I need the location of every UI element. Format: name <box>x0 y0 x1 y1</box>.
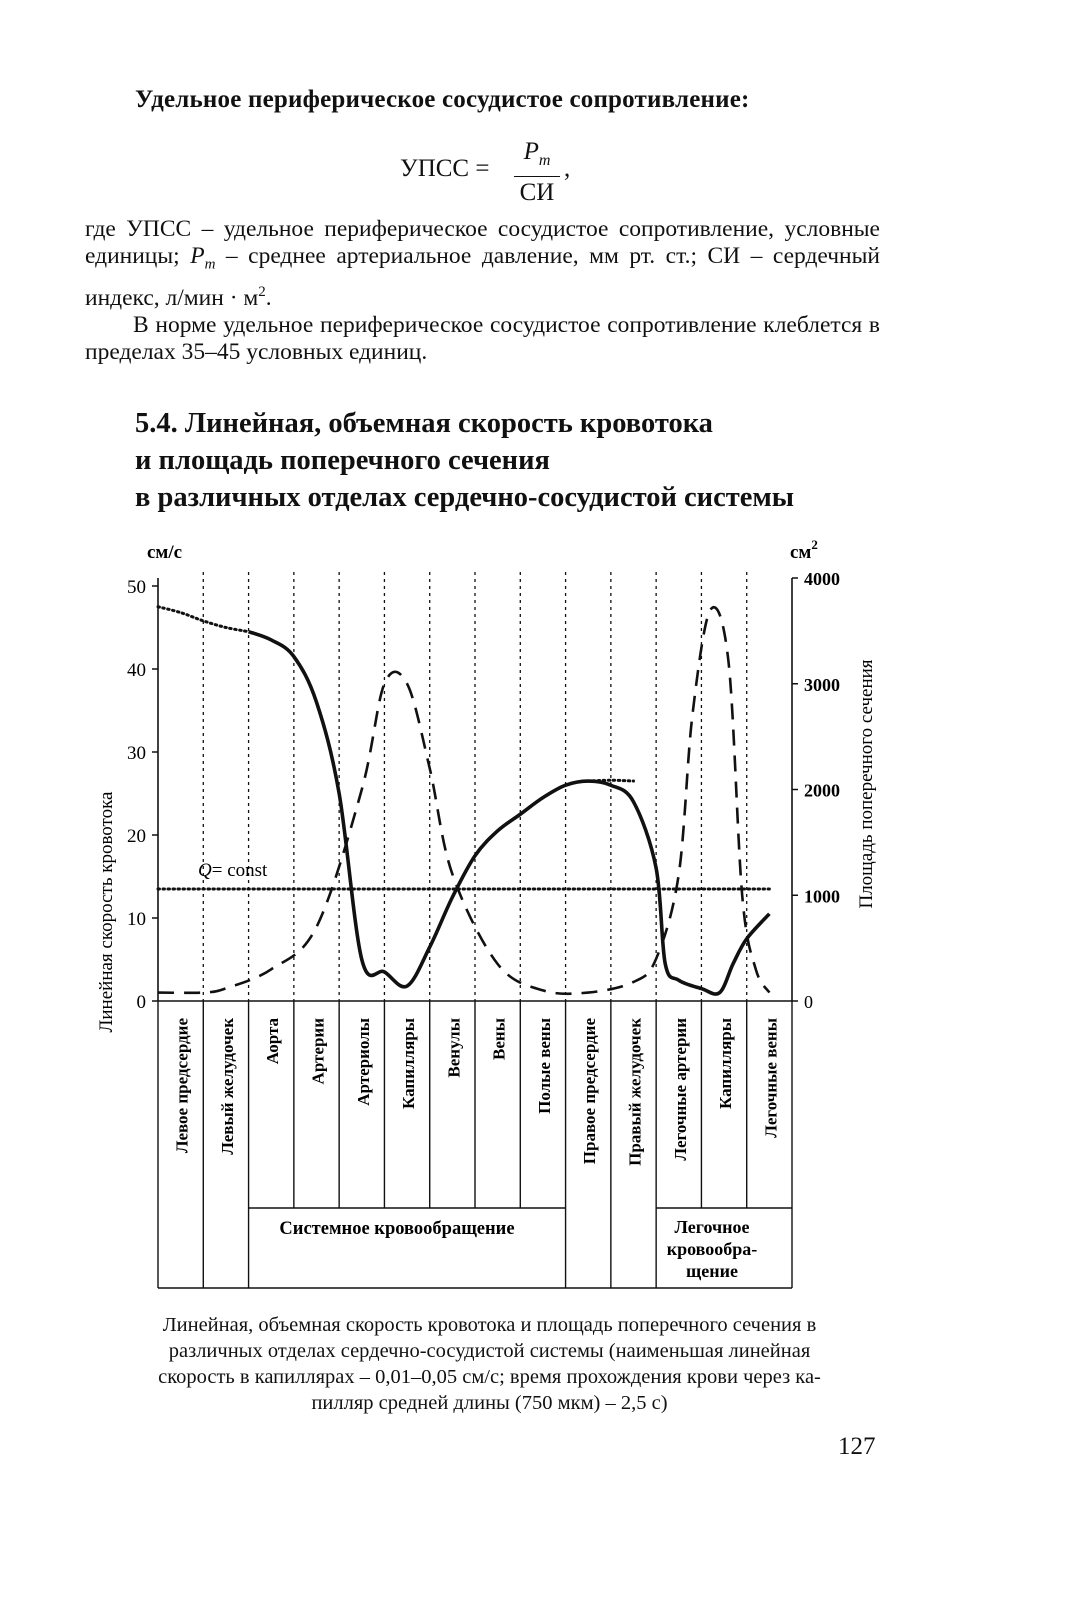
dashed-area-curve <box>158 607 769 994</box>
section-heading <box>135 405 794 516</box>
pulmonary-label-1: Легочное <box>674 1217 750 1237</box>
fraction-bar <box>514 176 560 177</box>
formula-numerator: P <box>523 138 539 165</box>
definition-block <box>85 216 880 366</box>
category-label: Легочные вены <box>761 1018 781 1138</box>
page-number: 127 <box>838 1433 876 1460</box>
left-axis-title-text: Линейная скорость кровотока <box>96 791 117 1033</box>
formula-comma: , <box>564 155 571 182</box>
right-axis-ticks <box>792 569 840 1012</box>
section-line-1: 5.4. Линейная, объемная скорость кровотока <box>135 408 713 439</box>
formula-upss <box>400 138 620 208</box>
definition-sup: 2 <box>258 283 266 300</box>
heading-upss: Удельное периферическое сосудистое сопротивление: <box>135 86 750 113</box>
figure-caption <box>92 1312 887 1416</box>
category-label: Правое предсердие <box>580 1018 600 1165</box>
category-label: Легочные артерии <box>670 1018 690 1161</box>
right-axis-unit: $см^2$ <box>790 537 818 563</box>
caption-line-2: различных отделах сердечно-сосудистой системы (наименьшая линейная <box>168 1340 811 1362</box>
category-label: Аорта <box>263 1018 283 1065</box>
definition-paragraph <box>85 216 880 312</box>
category-label: Левое предсердие <box>172 1018 192 1154</box>
left-tick-label: 30 <box>127 743 146 764</box>
category-label: Капилляры <box>399 1018 419 1109</box>
formula-lhs: УПСС = <box>400 155 490 182</box>
category-label: Артерии <box>308 1018 328 1085</box>
left-tick-label: 20 <box>127 826 146 847</box>
right-axis-title: Площадь поперечного сечения <box>856 659 877 909</box>
dotted-curve-2 <box>588 780 633 781</box>
right-tick-label: 2000 <box>804 780 840 801</box>
dotted-curve-1 <box>158 607 249 632</box>
systemic-circulation-label: Системное кровообращение <box>279 1219 515 1239</box>
blood-flow-chart <box>0 520 1069 1300</box>
category-label: Артериолы <box>353 1018 373 1106</box>
formula-numerator-sub: m <box>538 152 551 169</box>
category-label: Венулы <box>444 1018 464 1078</box>
definition-text-a: где УПСС – удельное периферическое сосудистое сопротивление, условные единицы; <box>85 216 880 269</box>
category-label: Правый желудочек <box>625 1018 645 1166</box>
category-labels <box>173 1018 781 1166</box>
caption-line-4: пилляр средней длины (750 мкм) – 2,5 с) <box>311 1392 668 1414</box>
category-label: Вены <box>489 1018 509 1060</box>
norm-paragraph: В норме удельное периферическое сосудистое сопротивление клеблется в пределах 35–45 условных единиц. <box>85 311 880 365</box>
left-tick-label: 40 <box>127 660 146 681</box>
solid-velocity-curve <box>249 632 770 994</box>
left-tick-label: 10 <box>127 909 146 930</box>
caption-line-3: скорость в капиллярах – 0,01–0,05 см/с; время прохождения крови через ка- <box>158 1366 821 1388</box>
pulmonary-label-3: щение <box>686 1261 738 1281</box>
right-tick-label: 0 <box>804 992 813 1012</box>
definition-text-b: – среднее артериальное давление, мм рт. ст.; СИ – сердечный индекс, л/мин · м <box>85 243 881 311</box>
right-tick-label: 3000 <box>804 674 840 695</box>
section-line-3: в различных отделах сердечно-сосудистой системы <box>135 482 795 513</box>
right-tick-label: 4000 <box>804 569 840 589</box>
left-tick-label: 0 <box>136 992 146 1013</box>
chart-curves <box>158 607 769 994</box>
category-label: Левый желудочек <box>217 1018 237 1155</box>
pm-symbol: $P_m$ <box>190 243 216 273</box>
caption-line-1: Линейная, объемная скорость кровотока и площадь поперечного сечения в <box>162 1314 817 1336</box>
q-const-label: Q= const <box>198 860 268 881</box>
category-label: Капилляры <box>716 1018 736 1109</box>
left-tick-label: 50 <box>127 577 146 598</box>
pulmonary-label-2: кровообра- <box>666 1239 758 1259</box>
section-line-2: и площадь поперечного сечения <box>135 445 550 476</box>
left-axis-ticks <box>127 577 158 1013</box>
right-tick-label: 1000 <box>804 886 840 907</box>
formula-fraction <box>512 138 562 208</box>
category-label: Полые вены <box>534 1018 554 1114</box>
left-axis-unit: см/с <box>147 542 183 563</box>
formula-denominator: СИ <box>519 179 555 206</box>
definition-text-c: . <box>265 284 272 311</box>
